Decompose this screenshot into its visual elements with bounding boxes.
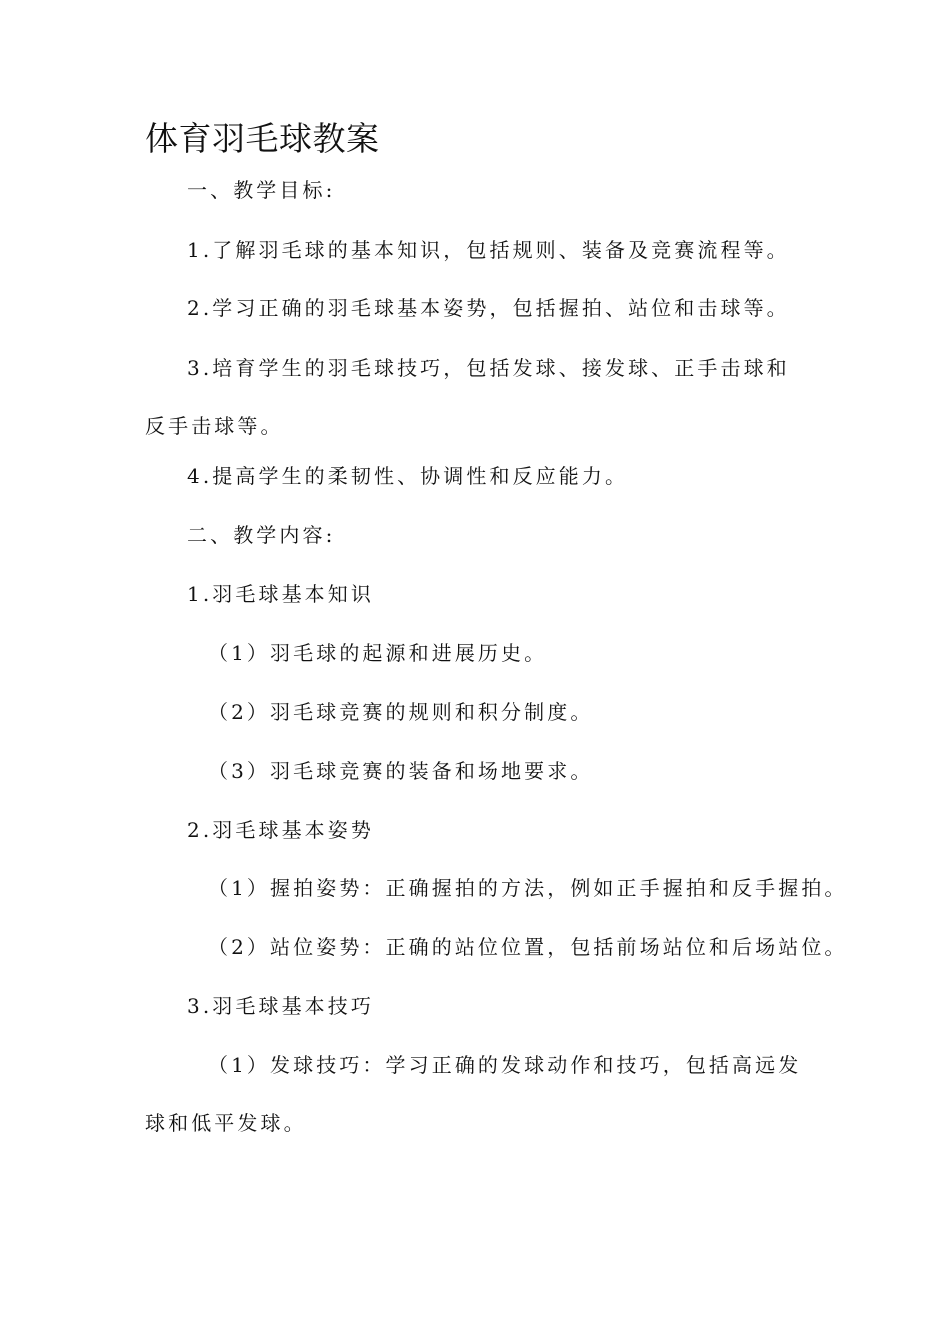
section-heading-objectives: 一、教学目标:	[187, 178, 336, 202]
objective-2: 2.学习正确的羽毛球基本姿势，包括握拍、站位和击球等。	[187, 296, 790, 320]
objective-3: 3.培育学生的羽毛球技巧，包括发球、接发球、正手击球和反手击球等。	[145, 356, 790, 438]
posture-item-2: （2）站位姿势：正确的站位位置，包括前场站位和后场站位。	[208, 935, 848, 959]
posture-item-1: （1）握拍姿势：正确握拍的方法，例如正手握拍和反手握拍。	[208, 876, 848, 900]
knowledge-item-1: （1）羽毛球的起源和进展历史。	[208, 641, 548, 665]
page-title: 体育羽毛球教案	[145, 119, 380, 158]
topic-heading-skills: 3.羽毛球基本技巧	[187, 994, 374, 1018]
section-heading-content: 二、教学内容:	[187, 523, 336, 547]
objective-1: 1.了解羽毛球的基本知识，包括规则、装备及竞赛流程等。	[187, 238, 790, 262]
knowledge-item-3: （3）羽毛球竞赛的装备和场地要求。	[208, 759, 594, 783]
skills-item-1: （1）发球技巧：学习正确的发球动作和技巧，包括高远发球和低平发球。	[145, 1053, 802, 1135]
knowledge-item-2: （2）羽毛球竞赛的规则和积分制度。	[208, 700, 594, 724]
objective-4: 4.提高学生的柔韧性、协调性和反应能力。	[187, 464, 629, 488]
topic-heading-posture: 2.羽毛球基本姿势	[187, 818, 374, 842]
topic-heading-knowledge: 1.羽毛球基本知识	[187, 582, 374, 606]
